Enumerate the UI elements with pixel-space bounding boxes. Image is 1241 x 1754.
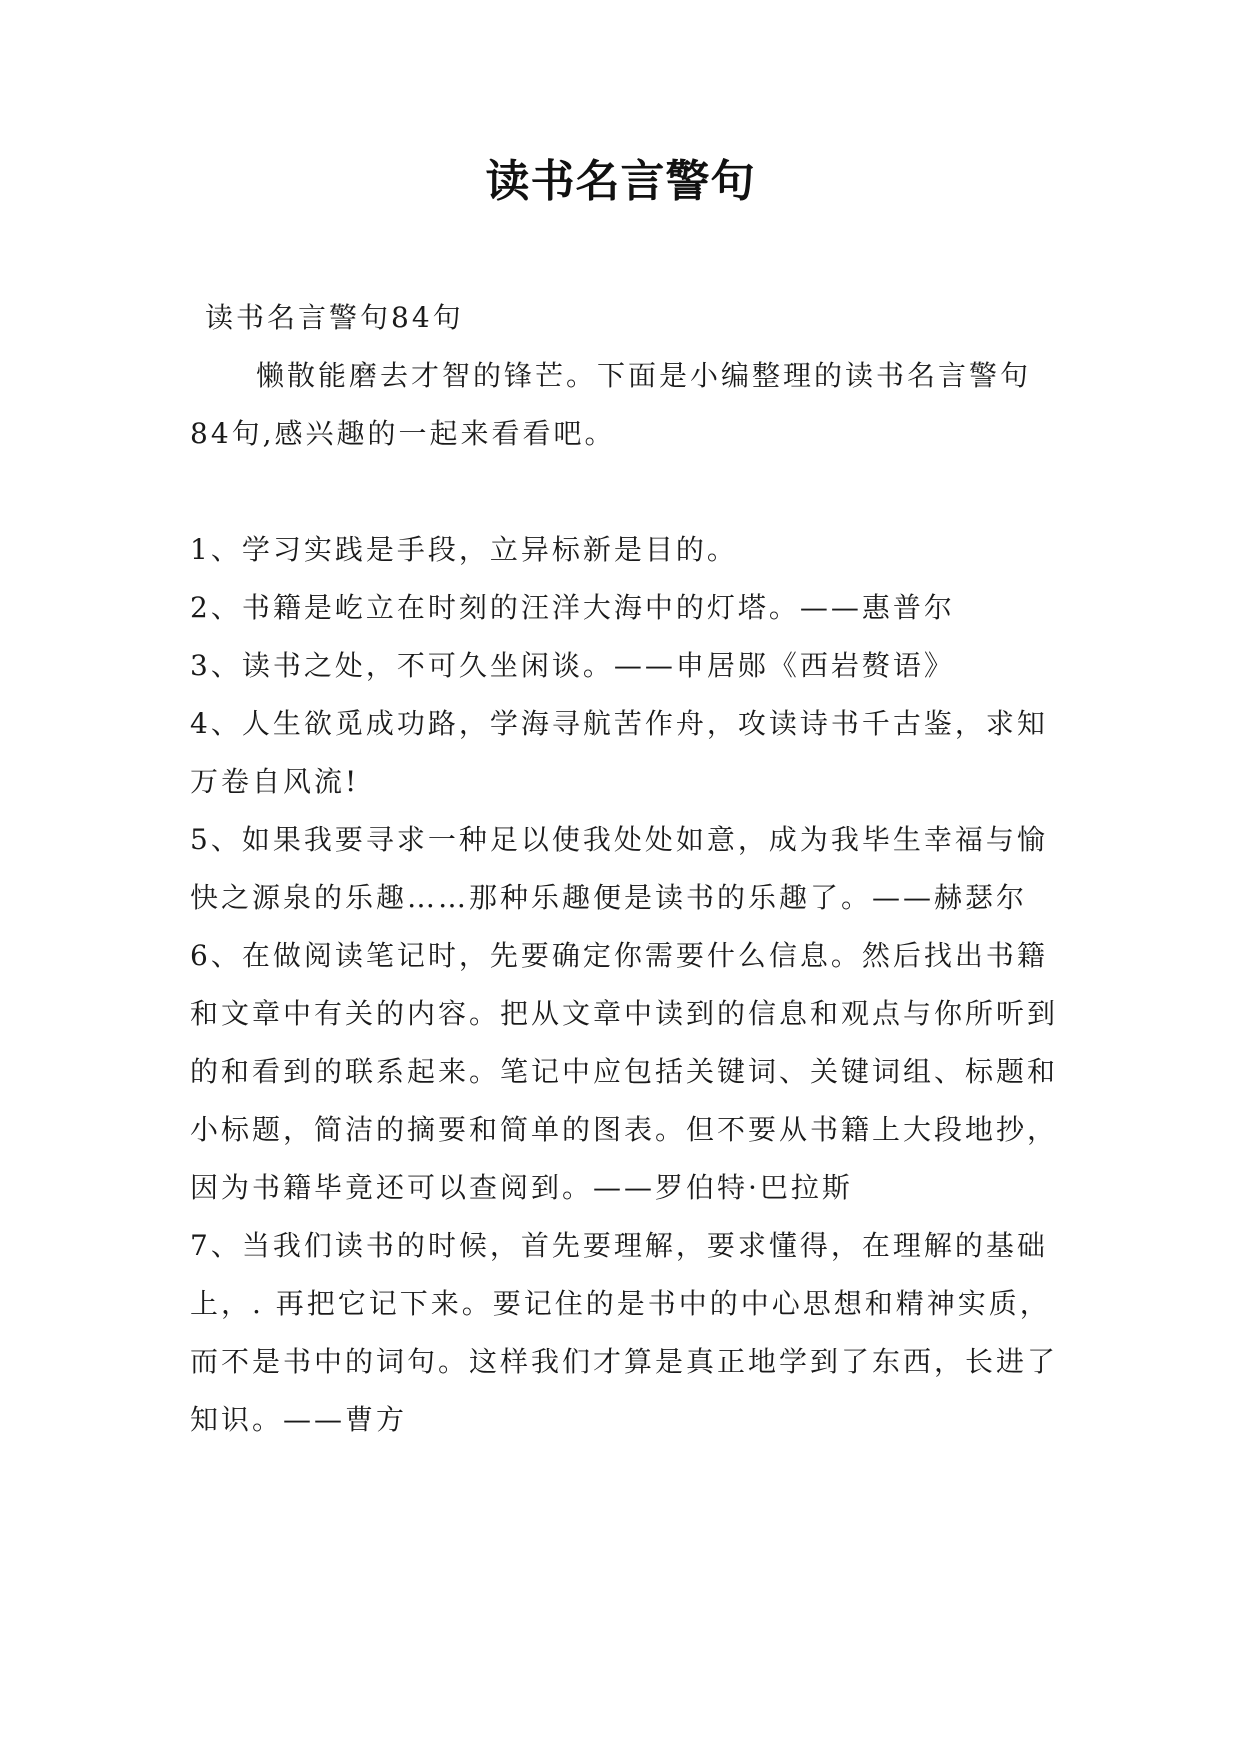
quote-item: 1、学习实践是手段，立异标新是目的。 [190,533,738,566]
document-title: 读书名言警句 [485,156,756,207]
quote-item: 7、当我们读书的时候，首先要理解，要求懂得，在理解的基础上，. 再把它记下来。要记住的是书中的中心思想和精神实质，而不是书中的词句。这样我们才算是真正地学到了东西，长进了知识。——曹方 [190,1229,1059,1436]
quote-item: 3、读书之处，不可久坐闲谈。——申居郧《西岩赘语》 [190,649,955,682]
quote-item: 5、如果我要寻求一种足以使我处处如意，成为我毕生幸福与愉快之源泉的乐趣……那种乐趣便是读书的乐趣了。——赫瑟尔 [190,823,1048,914]
quote-item: 4、人生欲觅成功路，学海寻航苦作舟，攻读诗书千古鉴，求知万卷自风流! [190,707,1048,798]
paragraph-spacer [190,463,1062,521]
quote-item: 6、在做阅读笔记时，先要确定你需要什么信息。然后找出书籍和文章中有关的内容。把从文章中读到的信息和观点与你所听到的和看到的联系起来。笔记中应包括关键词、关键词组、标题和小标题，简洁的摘要和简单的图表。但不要从书籍上大段地抄，因为书籍毕竟还可以查阅到。——罗伯特·巴拉斯 [190,939,1059,1204]
document-body [190,289,1062,1449]
intro-paragraph: 懒散能磨去才智的锋芒。下面是小编整理的读书名言警句84句,感兴趣的一起来看看吧。 [190,359,1032,450]
document-subtitle: 读书名言警句84句 [205,301,464,334]
quote-item: 2、书籍是屹立在时刻的汪洋大海中的灯塔。——惠普尔 [190,591,955,624]
